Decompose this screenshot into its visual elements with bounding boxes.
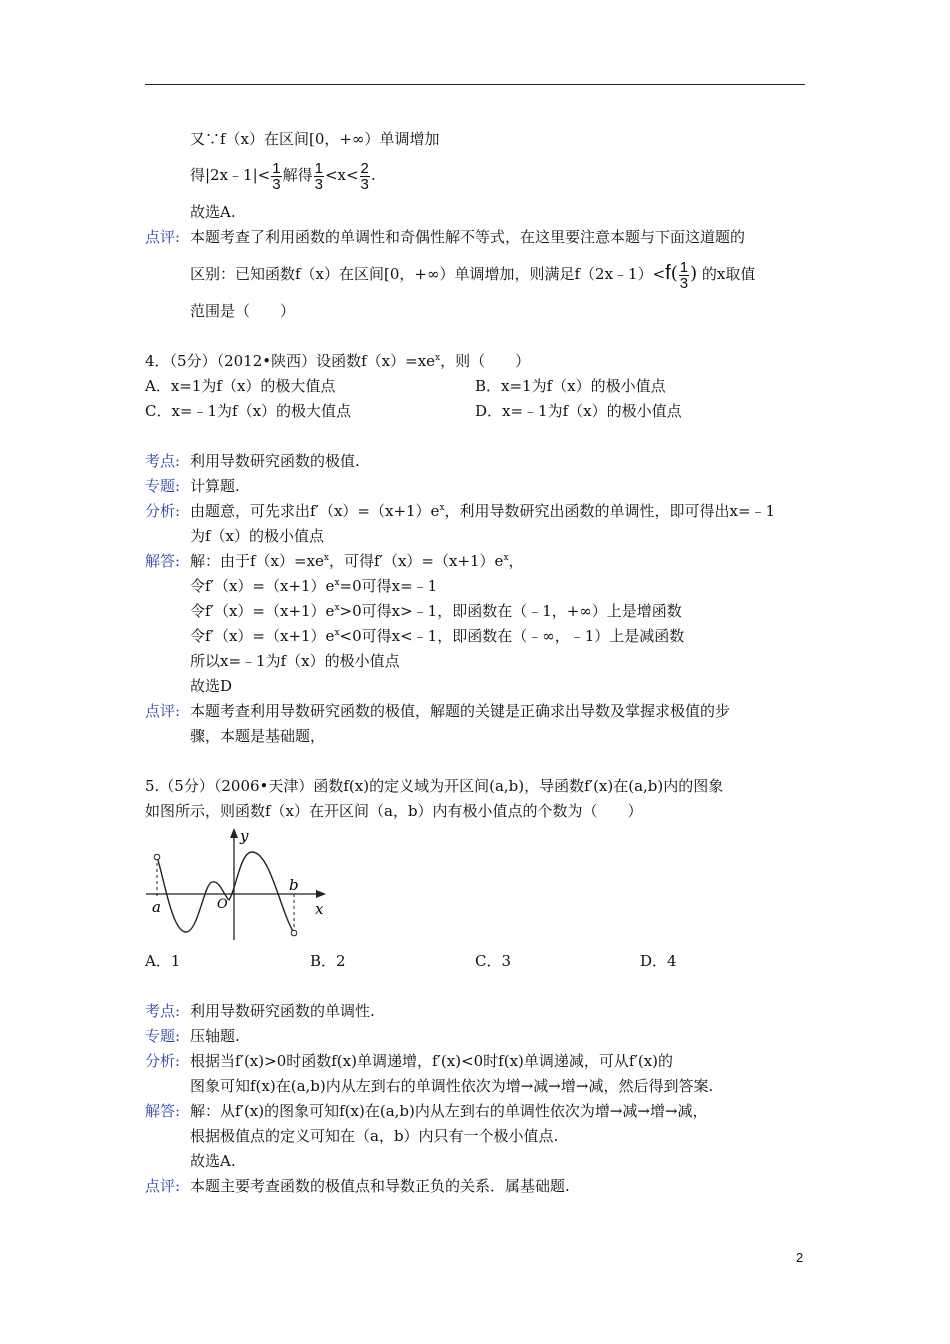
q5-jieda-3: 故选A.	[190, 1152, 236, 1170]
q4-stem: 4．（5分）（2012•陕西）设函数$f(x)=xe^x$，则（ ）	[145, 352, 531, 370]
q5-zhuanti: 压轴题.	[190, 1027, 240, 1045]
q4-option-b: B．x=1为f（x）的极小值点	[475, 377, 666, 395]
label-a: a	[152, 898, 161, 916]
q4-dianping-2: 骤，本题是基础题，	[190, 727, 326, 745]
q5-stem-1: 5.（5分）（2006•天津）函数f(x)的定义域为开区间(a,b)，导函数f′(x)在(a,b)内的图象	[145, 777, 724, 795]
comment-line-3: 范围是（ ）	[190, 302, 296, 320]
q5-option-c: C．3	[475, 952, 512, 970]
q5-option-a: A．1	[145, 952, 181, 970]
q4-dianping-tag: 点评:	[145, 702, 181, 720]
prev-line-2: 得|2x﹣1|< $\frac{1}{3}$ 解得 $\frac{1}{3}$ <x< $\frac{2}{3}$ .	[190, 159, 376, 193]
q4-zhuanti: 计算题.	[190, 477, 240, 495]
q4-option-a: A．x=1为f（x）的极大值点	[145, 377, 336, 395]
q5-kaodian: 利用导数研究函数的单调性.	[190, 1002, 375, 1020]
q4-zhuanti-tag: 专题:	[145, 477, 181, 495]
fraction: $\frac{1}{3}$	[272, 159, 281, 193]
header-rule	[145, 84, 805, 85]
open-endpoint-b	[291, 930, 297, 936]
q4-jieda-2: 令$f'(x)=(x+1)e^x=0$可得x=﹣1	[190, 577, 438, 595]
fraction: $\frac{1}{3}$	[314, 159, 323, 193]
q5-kaodian-tag: 考点:	[145, 1002, 181, 1020]
comment-line-1: 本题考查了利用函数的单调性和奇偶性解不等式，在这里要注意本题与下面这道题的	[190, 228, 746, 246]
fraction: $\frac{2}{3}$	[360, 159, 369, 193]
q4-jieda-5: 所以x=﹣1为f（x）的极小值点	[190, 652, 400, 670]
label-x: x	[315, 900, 324, 918]
q5-jieda-2: 根据极值点的定义可知在（a，b）内只有一个极小值点.	[190, 1127, 559, 1145]
q5-option-d: D．4	[640, 952, 677, 970]
page-number: 2	[796, 1250, 804, 1265]
q5-fenxi-1: 根据当f′(x)>0时函数f(x)单调递增，f′(x)<0时f(x)单调递减，可从f′(x)的	[190, 1052, 674, 1070]
q4-jieda-4: 令$f'(x)=(x+1)e^x<0$可得x<﹣1，即函数在（﹣∞，﹣1）上是减函数	[190, 627, 685, 645]
open-endpoint-a	[154, 854, 160, 860]
q5-dianping-tag: 点评:	[145, 1177, 181, 1195]
derivative-graph	[142, 826, 332, 944]
label-b: b	[289, 876, 299, 894]
q5-jieda-1: 解：从f′(x)的图象可知f(x)在(a,b)内从左到右的单调性依次为增→减→增→减，	[190, 1102, 708, 1120]
q5-fenxi-tag: 分析:	[145, 1052, 181, 1070]
q4-jieda-3: 令$f'(x)=(x+1)e^x>0$可得x>﹣1，即函数在（﹣1，+∞）上是增函数	[190, 602, 682, 620]
q5-fenxi-2: 图象可知f(x)在(a,b)内从左到右的单调性依次为增→减→增→减，然后得到答案.	[190, 1077, 714, 1095]
q5-jieda-tag: 解答:	[145, 1102, 181, 1120]
q4-fenxi-1: 由题意，可先求出$f'(x)=(x+1)e^x$，利用导数研究出函数的单调性，即可得出x=﹣1	[190, 502, 776, 520]
q5-stem-2: 如图所示，则函数f（x）在开区间（a，b）内有极小值点的个数为（ ）	[145, 802, 643, 820]
fraction: $\frac{1}{3}$	[679, 258, 689, 292]
q4-kaodian-tag: 考点:	[145, 452, 181, 470]
q4-fenxi-tag: 分析:	[145, 502, 181, 520]
x-axis-arrow	[316, 890, 326, 898]
curve	[157, 852, 294, 933]
prev-line-3: 故选A.	[190, 203, 236, 221]
comment-tag: 点评:	[145, 228, 181, 246]
q5-dianping: 本题主要考查函数的极值点和导数正负的关系．属基础题.	[190, 1177, 570, 1195]
q5-zhuanti-tag: 专题:	[145, 1027, 181, 1045]
q4-jieda-1: 解：由于$f(x)=xe^x$，可得$f'(x)=(x+1)e^x$，	[190, 552, 524, 570]
q4-option-d: D．x=﹣1为f（x）的极小值点	[475, 402, 682, 420]
q5-option-b: B．2	[310, 952, 346, 970]
y-axis-arrow	[230, 828, 238, 838]
q4-jieda-6: 故选D	[190, 677, 233, 695]
q4-jieda-tag: 解答:	[145, 552, 181, 570]
q4-option-c: C．x=﹣1为f（x）的极大值点	[145, 402, 352, 420]
q4-fenxi-2: 为f（x）的极小值点	[190, 527, 325, 545]
label-y: y	[240, 827, 249, 845]
prev-line-1: 又∵f（x）在区间[0，+∞）单调增加	[190, 130, 440, 148]
q4-dianping-1: 本题考查利用导数研究函数的极值，解题的关键是正确求出导数及掌握求极值的步	[190, 702, 731, 720]
comment-line-2: 区别：已知函数f（x）在区间[0，+∞）单调增加，则满足f（2x﹣1）<f( $\frac{1}{3}$ ) 的x取值	[190, 258, 756, 292]
label-o: O	[217, 897, 228, 912]
q4-kaodian: 利用导数研究函数的极值.	[190, 452, 360, 470]
